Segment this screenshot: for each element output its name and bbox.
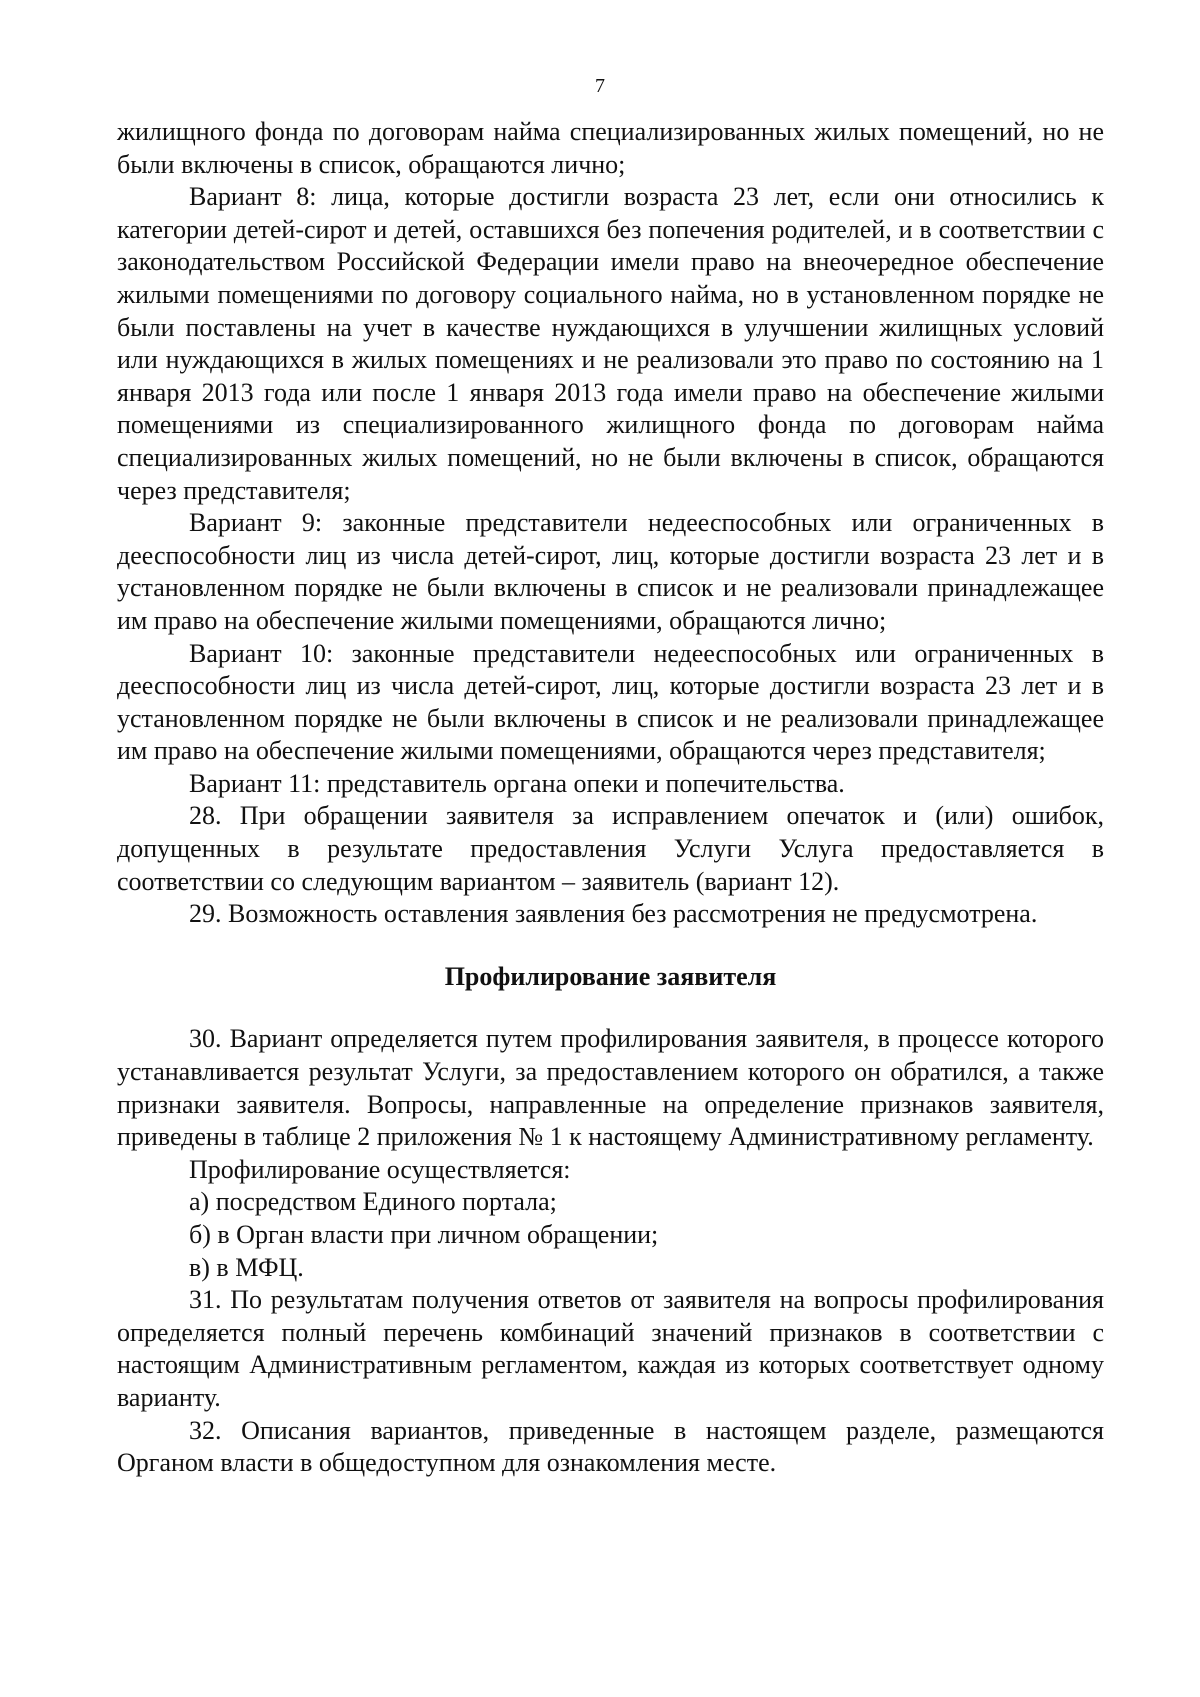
paragraph-variant-11: Вариант 11: представитель органа опеки и попечительства. <box>189 768 845 798</box>
section-heading: Профилирование заявителя <box>444 961 777 991</box>
paragraph-profiling-intro: Профилирование осуществляется: <box>189 1154 571 1184</box>
page-number: 7 <box>595 75 605 97</box>
paragraph-variant-10: Вариант 10: законные представители недееспособных или ограниченных в дееспособности лиц из числа детей-сирот, лиц, которые достигли возраста 23 лет и в установленном порядке не были включены в список и не реализовали принадлежащее им право на обеспечение жилыми помещениями, обращаются через представителя; <box>117 638 1104 766</box>
list-item-a: а) посредством Единого портала; <box>189 1187 557 1217</box>
list-item-v: в) в МФЦ. <box>189 1252 304 1282</box>
list-item-b: б) в Орган власти при личном обращении; <box>189 1220 659 1249</box>
document-body <box>117 116 1104 1480</box>
paragraph-28: 28. При обращении заявителя за исправлением опечаток и (или) ошибок, допущенных в результате предоставления Услуги Услуга предоставляется в соответствии со следующим вариантом – заявитель (вариант 12). <box>117 801 1104 896</box>
paragraph-29: 29. Возможность оставления заявления без рассмотрения не предусмотрена. <box>189 899 1038 929</box>
paragraph-31: 31. По результатам получения ответов от заявителя на вопросы профилирования определяется полный перечень комбинаций значений признаков в соответствии с настоящим Административным регламентом, каждая из которых соответствует одному варианту. <box>117 1285 1104 1412</box>
paragraph-variant-9: Вариант 9: законные представители недееспособных или ограниченных в дееспособности лиц из числа детей-сирот, лиц, которые достигли возраста 23 лет и в установленном порядке не были включены в список и не реализовали принадлежащее им право на обеспечение жилыми помещениями, обращаются лично; <box>117 508 1104 635</box>
paragraph-30: 30. Вариант определяется путем профилирования заявителя, в процессе которого устанавливается результат Услуги, за предоставлением которого он обратился, а также признаки заявителя. Вопросы, направленные на определение признаков заявителя, приведены в таблице 2 приложения № 1 к настоящему Административному регламенту. <box>117 1024 1104 1152</box>
paragraph-32: 32. Описания вариантов, приведенные в настоящем разделе, размещаются Органом власти в общедоступном для ознакомления месте. <box>117 1415 1104 1478</box>
paragraph-continuation: жилищного фонда по договорам найма специализированных жилых помещений, но не были включены в список, обращаются лично; <box>117 117 1104 179</box>
paragraph-variant-8: Вариант 8: лица, которые достигли возраста 23 лет, если они относились к категории детей-сирот и детей, оставшихся без попечения родителей, и в соответствии с законодательством Российской Федерации имели право на внеочередное обеспечение жилыми помещениями по договору социального найма, но в установленном порядке не были поставлены на учет в качестве нуждающихся в улучшении жилищных условий или нуждающихся в жилых помещениях и не реализовали это право по состоянию на 1 января 2013 года или после 1 января 2013 года имели право на обеспечение жилыми помещениями из специализированного жилищного фонда по договорам найма специализированных жилых помещений, но не были включены в список, обращаются через представителя; <box>117 182 1104 505</box>
